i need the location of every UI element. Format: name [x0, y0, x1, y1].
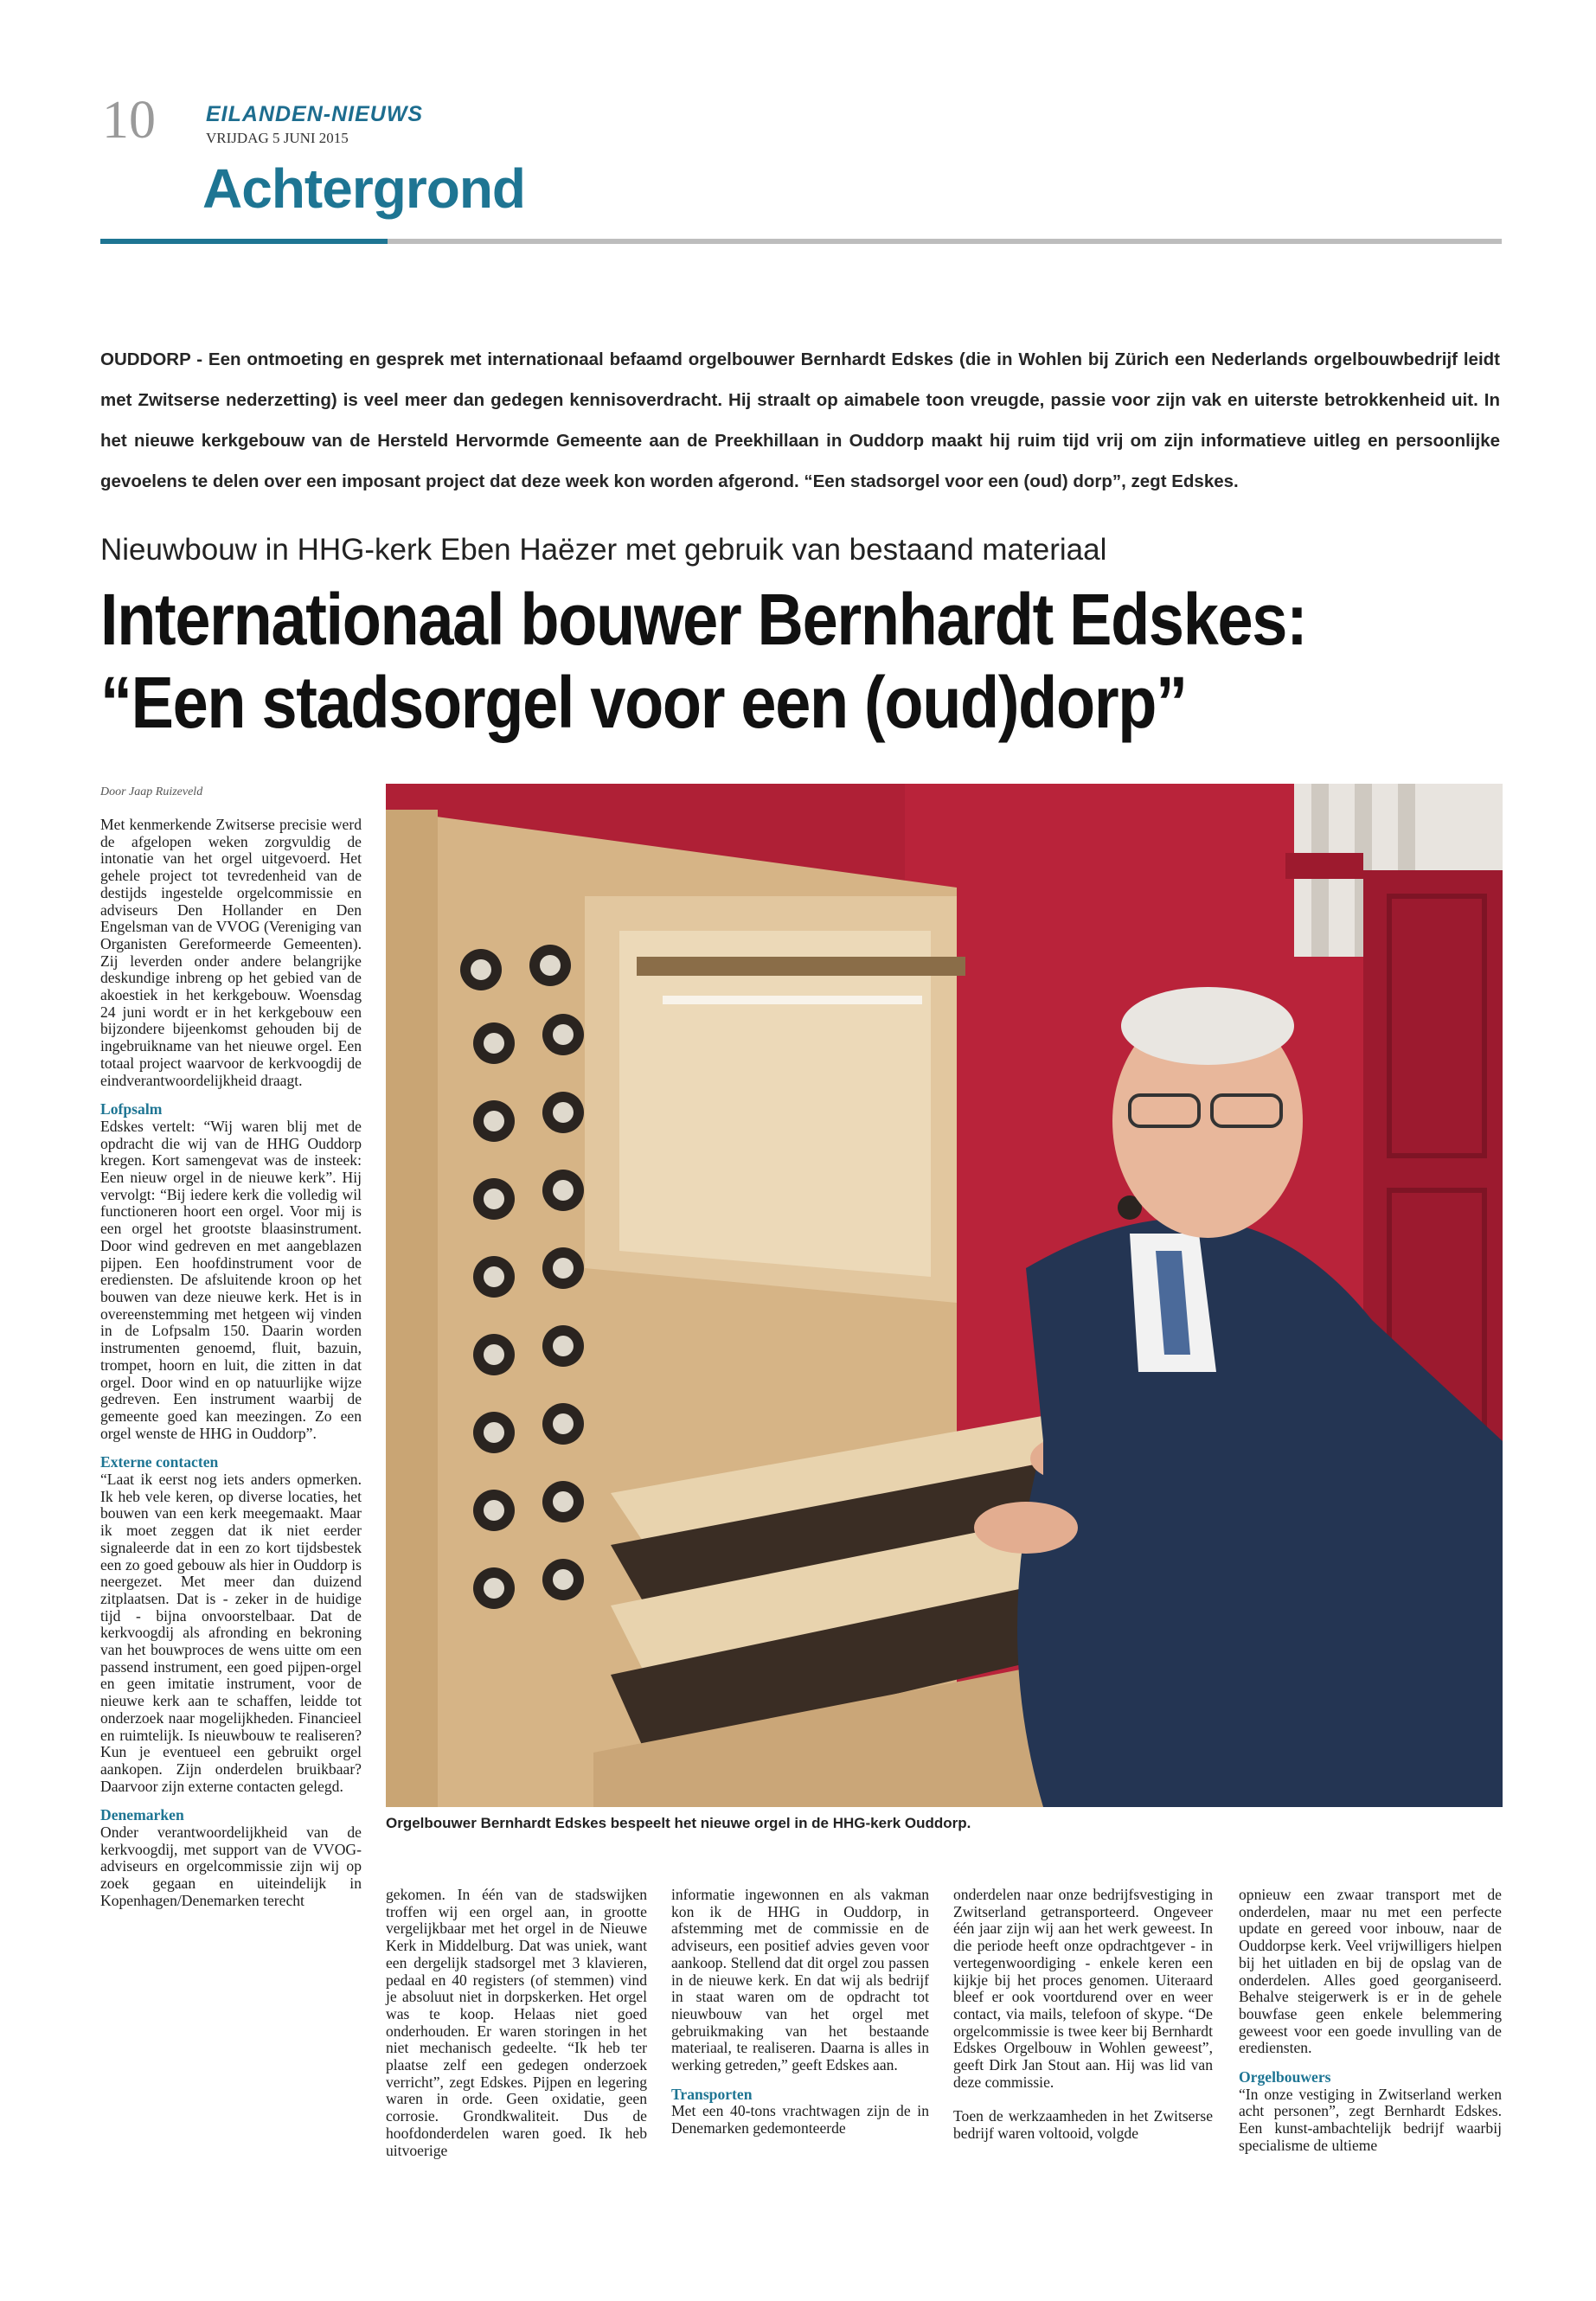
paragraph: onderdelen naar onze bedrijfsvestiging in Zwitserland getransporteerd. Ongeveer één jaar zijn wij aan het werk geweest. In die periode heeft onze opdrachtgever - in vertegenwoordiging - enkele keren een kijkje bij het proces genomen. Uiteraard bleef er ook voortdurend over en weer contact, via mails, telefoon of skype. “De orgelcommissie is twee keer bij Bernhardt Edskes Orgelbouw in Wohlen geweest”, geeft Dirk Jan Stout aan. Hij was lid van deze commissie.: [953, 1886, 1213, 2091]
headline-line-1: Internationaal bouwer Bernhardt Edskes:: [100, 579, 1307, 660]
article-column-5: [1239, 1887, 1502, 2155]
right-hand: [974, 1502, 1078, 1554]
article-column-4: [953, 1887, 1213, 2143]
paragraph: Edskes vertelt: “Wij waren blij met de opdracht die wij van de HHG Ouddorp kregen. Kort samengevat was de insteek: Een nieuw orgel in de nieuwe kerk”. Hij vervolgt: “Bij iedere kerk die volledig wil functioneren hoort een orgel. Voor mij is een orgel het grootste blaasinstrument. Door wind gedreven en met aangeblazen pijpen. Een hoofdinstrument voor de erediensten. De afsluitende kroon op het bouwen van deze nieuwe kerk. Het is in overeenstemming met hetgeen wij vinden in de Lofpsalm 150. Daarin worden instrumenten genoemd, fluit, bazuin, trompet, hoorn en luit, die zitten in dat orgel. Door wind en op natuurlijke wijze gedreven. Een instrument waarbij de gemeente goed kan meezingen. Zo een orgel wenste de HHG in Ouddorp”.: [100, 1117, 362, 1442]
paragraph: informatie ingewonnen en als vakman kon ik de HHG in Ouddorp, in afstemming met de commissie en de adviseurs, een positief advies geven voor aankoop. Stellend dat dit orgel zou passen in de nieuwe kerk. En dat wij als bedrijf in staat waren om de opdracht tot nieuwbouw van het orgel met gebruikmaking van het bestaande materiaal, te realiseren. Daarna is alles in werking getreden,” geeft Edskes aan.: [671, 1886, 929, 2074]
paragraph: Toen de werkzaamheden in het Zwitserse bedrijf waren voltooid, volgde: [953, 2107, 1213, 2143]
subheading: Lofpsalm: [100, 1100, 163, 1118]
organ-console-illustration: [386, 784, 1503, 1807]
paragraph: opnieuw een zwaar transport met de onderdelen, maar nu met een perfecte update en gereed voor inbouw, naar de Ouddorpse kerk. Veel vrijwilligers hielpen bij het uitladen en bij de opslag van de onderdelen. Alles goed georganiseerd. Behalve steigerwerk is er in de gehele bouwfase geen enkele belemmering geweest voor een goede invulling van de erediensten.: [1239, 1886, 1502, 2057]
paragraph: Met een 40-tons vrachtwagen zijn de in Denemarken gedemonteerde: [671, 2102, 929, 2138]
section-rule-accent: [100, 239, 388, 244]
photo-caption: Orgelbouwer Bernhardt Edskes bespeelt het nieuwe orgel in de HHG-kerk Ouddorp.: [386, 1815, 971, 1831]
headline: [100, 578, 1334, 744]
paragraph: Onder verantwoordelijkheid van de kerkvoogdij, met support van de VVOG-adviseurs en orgelcommissie zijn wij op zoek gegaan en uiteindelijk in Kopenhagen/Denemarken terecht: [100, 1823, 362, 1909]
paragraph: gekomen. In één van de stadswijken troffen wij een orgel aan, in grootte vergelijkbaar met het orgel in de Nieuwe Kerk in Middelburg. Dat was uniek, want een dergelijk stadsorgel met 3 klavieren, pedaal en 40 registers (of stemmen) vind je absoluut niet in dorpskerken. Het orgel was te koop. Helaas niet goed onderhouden. Er waren storingen in het niet mechanisch gedeelte. “Ik heb ter plaatse zelf een gedegen onderzoek verricht”, zegt Edskes. Pijpen en legering waren in orde. Geen oxidatie, geen corrosie. Grondkwaliteit. Dus de hoofdonderdelen waren goed. Ik heb uitvoerige: [386, 1886, 647, 2159]
paragraph: Met kenmerkende Zwitserse precisie werd de afgelopen weken zorgvuldig de intonatie van het orgel uitgevoerd. Het gehele project tot tevredenheid van de destijds ingestelde orgelcommissie en adviseurs Den Hollander en Den Engelsman van de VVOG (Vereniging van Organisten Gereformeerde Gemeenten). Zij leverden onder andere belangrijke deskundige inbreng op het gebied van de akoestiek in het kerkgebouw. Woensdag 24 juni wordt er in het kerkgebouw een bijzondere bijeenkomst gehouden bij de ingebruikname van het nieuwe orgel. Een totaal project waarvoor de kerkvoogdij de eindverantwoordelijkheid draagt.: [100, 816, 362, 1089]
headline-line-2: “Een stadsorgel voor een (oud)dorp”: [100, 662, 1187, 743]
byline: Door Jaap Ruizeveld: [100, 785, 203, 798]
intro-paragraph: OUDDORP - Een ontmoeting en gesprek met internationaal befaamd orgelbouwer Bernhardt Edskes (die in Wohlen bij Zürich een Nederlands orgelbouwbedrijf leidt met Zwitserse nederzetting) is veel meer dan gedegen kennisoverdracht. Hij straalt op aimabele toon vreugde, passie voor zijn vak en uiterste betrokkenheid uit. In het nieuwe kerkgebouw van de Hersteld Hervormde Gemeente aan de Preekhillaan in Ouddorp maakt hij ruim tijd vrij om zijn informatieve uitleg en persoonlijke gevoelens te delen over een imposant project dat deze week kon worden afgerond. “Een stadsorgel voor een (oud) dorp”, zegt Edskes.: [100, 349, 1500, 491]
subheading: Transporten: [671, 2085, 753, 2103]
masthead-logo: EILANDEN-NIEUWS: [206, 102, 424, 126]
subheading: Denemarken: [100, 1806, 184, 1824]
article-column-3: [671, 1887, 929, 2138]
music-desk: [619, 931, 931, 1277]
section-rule: [388, 239, 1502, 244]
article-photo: [386, 784, 1503, 1807]
page-number: 10: [102, 91, 156, 150]
issue-date: VRIJDAG 5 JUNI 2015: [206, 130, 349, 146]
paragraph: “In onze vestiging in Zwitserland werken acht personen”, zegt Bernhardt Edskes. Een kunst-ambachtelijk bedrijf waarbij specialisme de ultieme: [1239, 2085, 1502, 2154]
subheading: Externe contacten: [100, 1453, 219, 1471]
kicker: Nieuwbouw in HHG-kerk Eben Haëzer met gebruik van bestaand materiaal: [100, 533, 1107, 567]
subheading: Orgelbouwers: [1239, 2068, 1331, 2086]
article-column-1: [100, 817, 362, 1910]
section-title: Achtergrond: [202, 157, 525, 220]
paragraph: “Laat ik eerst nog iets anders opmerken. Ik heb vele keren, op diverse locaties, het bouwen van een kerk meegemaakt. Maar ik moet zeggen dat ik niet eerder signaleerde dat in een zo kort tijdsbestek een zo goed gebouw als hier in Ouddorp is neergezet. Met meer dan duizend zitplaatsen. Dat is - zeker in de huidige tijd - bijna onvoorstelbaar. Dat de kerkvoogdij als afronding en bekroning van het bouwproces de wens uitte om een passend instrument, een goed pijpen-orgel en geen imitatie instrument, voor de nieuwe kerk aan te schaffen, leidde tot onderzoek naar mogelijkheden. Financieel en ruimtelijk. Is nieuwbouw te realiseren? Kun je eventueel een gebruikt orgel aankopen. Zijn onderdelen bruikbaar? Daarvoor zijn externe contacten gelegd.: [100, 1471, 362, 1795]
article-column-2: [386, 1887, 647, 2159]
